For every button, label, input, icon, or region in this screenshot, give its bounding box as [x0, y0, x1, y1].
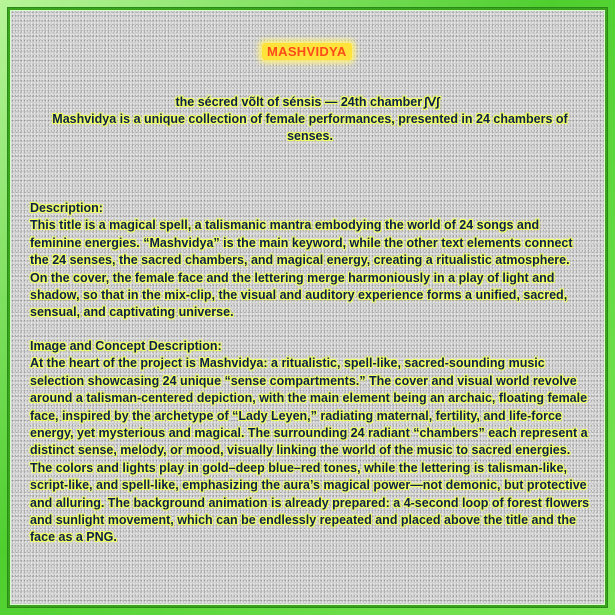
- intro-text: Mashvidya is a unique collection of female performances, presented in 24 chambers of senses.: [52, 112, 568, 143]
- title-badge: MASHVIDYA: [262, 43, 352, 60]
- talisman-glyph-icon: ∫ᐯ∫: [424, 95, 440, 109]
- description-section: [30, 200, 590, 322]
- concept-section: [30, 338, 590, 547]
- concept-heading: Image and Concept Description:: [30, 339, 222, 353]
- concept-body: At the heart of the project is Mashvidya: a ritualistic, spell-like, sacred-sounding music selection showcasing 24 unique “sense compartments.” The cover and visual world revolve around a talisman-centered depiction, with the main element being an archaic, floating female face, inspired by the archetype of “Lady Leyen,” radiating maternal, fertility, and life-force energy, yet mysterious and magical. The surrounding 24 radiant “chambers” each represent a distinct sense, melody, or mood, visually linking the world of the music to sacred energies. The colors and lights play in gold–deep blue–red tones, while the lettering is talisman-like, script-like, and spell-like, emphasizing the aura’s magical power—not demonic, but protective and alluring. The background animation is already prepared: a 4-second loop of forest flowers and sunlight movement, which can be endlessly repeated and placed above the title and the face as a PNG.: [30, 356, 590, 545]
- description-body: This title is a magical spell, a talismanic mantra embodying the world of 24 songs and feminine energies. “Mashvidya” is the main keyword, while the other text elements connect the 24 senses, the sacred chambers, and magical energy, creating a ritualistic atmosphere. On the cover, the female face and the lettering merge harmoniously in a play of light and shadow, so that in the mix-clip, the visual and auditory experience forms a unified, sacred, sensual, and captivating universe.: [30, 218, 573, 320]
- subtitle-text: the sécred võlt of sénsis — 24th chamber: [175, 95, 423, 109]
- content-panel: [8, 8, 607, 607]
- subtitle: [10, 94, 605, 111]
- description-heading: Description:: [30, 201, 103, 215]
